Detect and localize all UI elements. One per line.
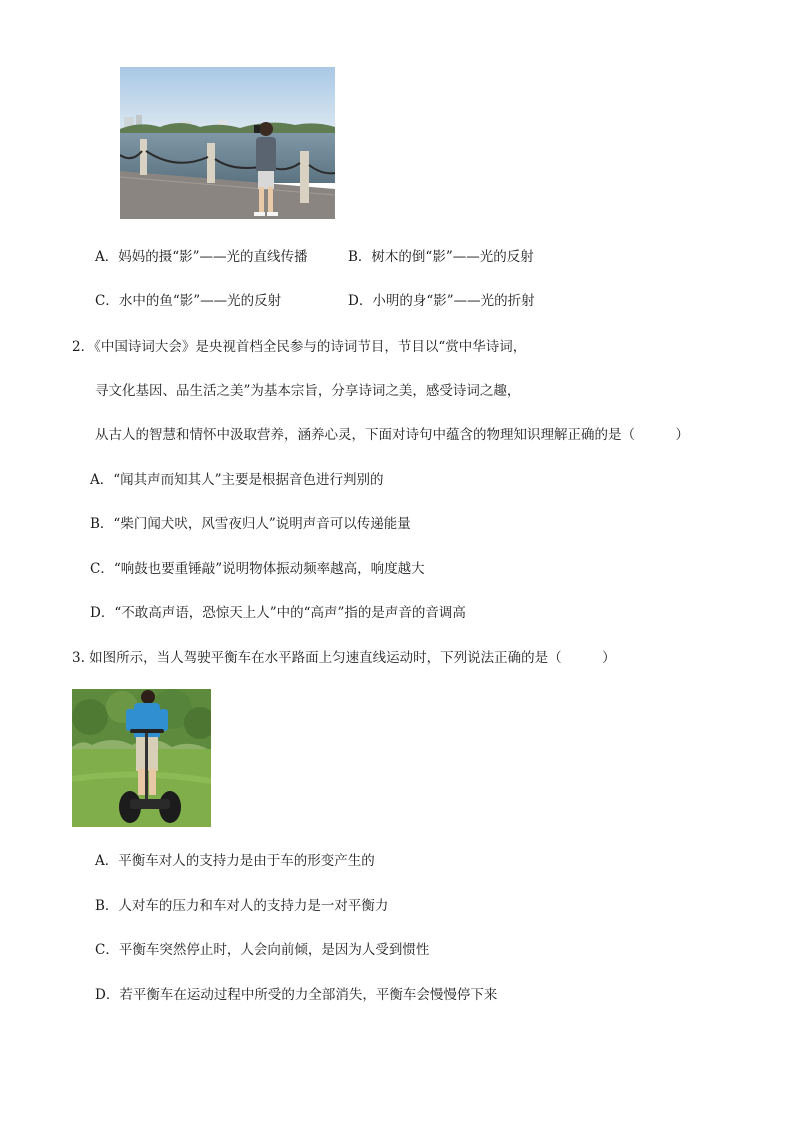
q1-option-a: A．妈妈的摄“影”——光的直线传播 <box>95 249 308 265</box>
lake-photo-illustration <box>120 67 335 219</box>
q2-option-a: A．“闻其声而知其人”主要是根据音色进行判别的 <box>90 472 384 488</box>
q2-option-b: B．“柴门闻犬吠，风雪夜归人”说明声音可以传递能量 <box>90 516 411 532</box>
q1-option-c: C．水中的鱼“影”——光的反射 <box>95 293 282 309</box>
segway-photo <box>72 689 211 827</box>
q3-stem: 3. 如图所示，当人驾驶平衡车在水平路面上匀速直线运动时，下列说法正确的是（ ） <box>72 650 616 666</box>
segway-photo-illustration <box>72 689 211 827</box>
q2-stem-line-3: 从古人的智慧和情怀中汲取营养，涵养心灵，下面对诗句中蕴含的物理知识理解正确的是（ ） <box>95 427 689 443</box>
q3-option-c: C．平衡车突然停止时，人会向前倾，是因为人受到惯性 <box>95 942 430 958</box>
q2-stem-line-2: 寻文化基因、品生活之美”为基本宗旨，分享诗词之美，感受诗词之趣， <box>95 383 521 399</box>
q3-option-b: B．人对车的压力和车对人的支持力是一对平衡力 <box>95 898 389 914</box>
q3-option-d: D．若平衡车在运动过程中所受的力全部消失，平衡车会慢慢停下来 <box>95 987 498 1003</box>
q1-option-d: D．小明的身“影”——光的折射 <box>348 293 535 309</box>
q2-stem-line-1: 2．《中国诗词大会》是央视首档全民参与的诗词节目，节目以“赏中华诗词， <box>72 339 527 355</box>
q2-option-c: C．“响鼓也要重锤敲”说明物体振动频率越高，响度越大 <box>90 561 425 577</box>
q2-option-d: D．“不敢高声语，恐惊天上人”中的“高声”指的是声音的音调高 <box>90 605 466 621</box>
q3-option-a: A．平衡车对人的支持力是由于车的形变产生的 <box>95 853 375 869</box>
lake-photo <box>120 67 335 219</box>
q1-option-b: B．树木的倒“影”——光的反射 <box>348 249 534 265</box>
